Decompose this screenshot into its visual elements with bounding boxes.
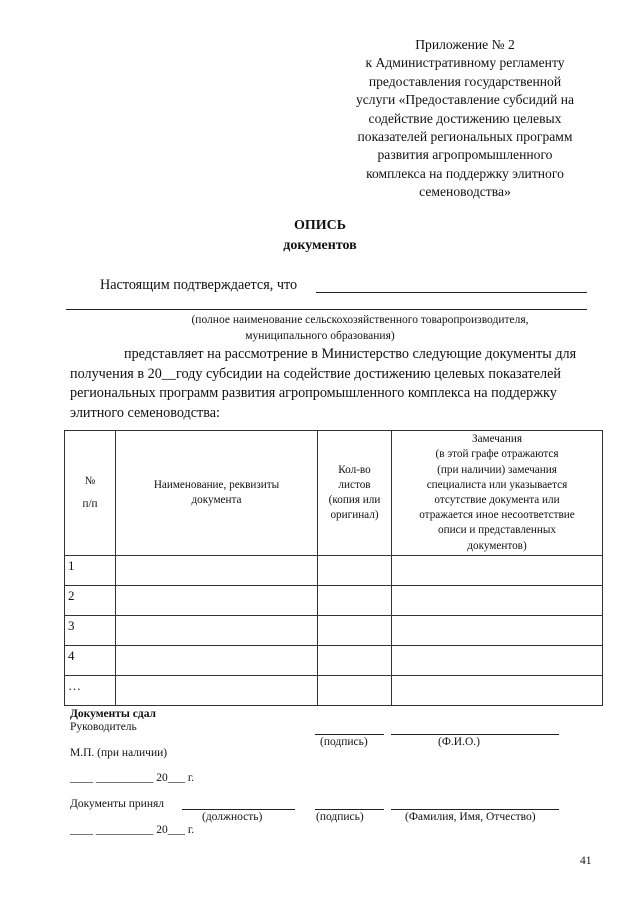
- header-num-line: №: [84, 474, 96, 487]
- cell-count: [318, 586, 392, 616]
- annex-line: услуги «Предоставление субсидий на: [355, 92, 575, 108]
- annex-header: [320, 36, 610, 202]
- header-name-line: документа: [191, 494, 242, 506]
- table-row: [65, 646, 603, 676]
- header-count-line: Кол-во: [338, 463, 371, 476]
- table-row: [65, 556, 603, 586]
- header-name: [116, 431, 318, 556]
- header-remarks-line: (при наличии) замечания: [437, 463, 557, 476]
- body-line: элитного семеноводства:: [70, 404, 220, 421]
- header-count-line: (копия или: [328, 494, 381, 506]
- annex-line: развития агропромышленного: [377, 147, 553, 163]
- body-paragraph: [70, 345, 600, 423]
- annex-line: комплекса на поддержку элитного: [366, 165, 564, 181]
- row-number: 1: [65, 556, 116, 586]
- sign-caption-2: (подпись): [316, 811, 364, 823]
- header-num: [65, 431, 116, 556]
- header-num-line: п/п: [82, 498, 98, 510]
- entity-note-1: (полное наименование сельскохозяйственного товаропроизводителя,: [191, 314, 529, 326]
- annex-line: содействие достижению целевых: [368, 110, 562, 126]
- header-remarks-line: (в этой графе отражаются: [435, 448, 559, 461]
- fio-line: [391, 734, 559, 735]
- row-number: 3: [65, 616, 116, 646]
- fullname-caption: (Фамилия, Имя, Отчество): [405, 811, 536, 823]
- signature-line: [315, 734, 384, 735]
- signature-line-2: [315, 809, 384, 810]
- cell-name: [116, 616, 318, 646]
- body-line: представляет на рассмотрение в Министерство следующие документы для: [124, 346, 577, 362]
- entity-name-blank-2: [66, 309, 587, 310]
- header-remarks-line: Замечания: [471, 433, 523, 446]
- received-label: Документы принял: [70, 798, 165, 810]
- handed-title: Документы сдал: [70, 708, 157, 720]
- documents-table: [64, 430, 603, 706]
- fullname-line: [391, 809, 559, 810]
- page-number: 41: [580, 855, 592, 867]
- annex-line: семеноводства»: [419, 184, 511, 200]
- date-line-2: ____ __________ 20___ г.: [70, 824, 195, 836]
- cell-name: [116, 556, 318, 586]
- table-row: [65, 586, 603, 616]
- cell-count: [318, 616, 392, 646]
- position-line: [182, 809, 295, 810]
- entity-note-2: муниципального образования): [245, 330, 395, 342]
- cell-name: [116, 676, 318, 706]
- cell-remarks: [392, 556, 603, 586]
- header-remarks: [392, 431, 603, 556]
- entity-name-blank: [316, 292, 587, 293]
- body-line: получения в 20__году субсидии на содействие достижению целевых показателей: [70, 365, 562, 382]
- confirm-text: Настоящим подтверждается, что: [100, 277, 298, 293]
- date-line-1: ____ __________ 20___ г.: [70, 772, 195, 784]
- fio-caption: (Ф.И.О.): [438, 736, 480, 748]
- sign-caption: (подпись): [320, 736, 368, 748]
- annex-line: Приложение № 2: [415, 37, 515, 52]
- cell-count: [318, 556, 392, 586]
- document-title: ОПИСЬ: [293, 218, 347, 233]
- head-label: Руководитель: [70, 721, 137, 733]
- annex-line: к Административному регламенту: [365, 55, 565, 71]
- row-number: 4: [65, 646, 116, 676]
- table-row: [65, 676, 603, 706]
- row-number: …: [65, 676, 116, 706]
- header-remarks-line: отражается иное несоответствие: [419, 509, 575, 522]
- header-remarks-line: документов): [467, 539, 527, 552]
- annex-line: показателей региональных программ: [357, 129, 573, 145]
- body-line: региональных программ развития агропромышленного комплекса на поддержку: [70, 385, 557, 402]
- cell-count: [318, 676, 392, 706]
- header-count-line: листов: [338, 478, 371, 491]
- header-remarks-line: описи и представленных: [438, 524, 556, 537]
- cell-remarks: [392, 586, 603, 616]
- table-header-row: [65, 431, 603, 556]
- header-count-line: оригинал): [330, 509, 379, 522]
- cell-count: [318, 646, 392, 676]
- document-subtitle: документов: [283, 238, 357, 253]
- cell-name: [116, 586, 318, 616]
- header-count: [318, 431, 392, 556]
- table-row: [65, 616, 603, 646]
- position-caption: (должность): [202, 811, 263, 823]
- cell-remarks: [392, 646, 603, 676]
- cell-remarks: [392, 616, 603, 646]
- annex-line: предоставления государственной: [368, 73, 562, 89]
- row-number: 2: [65, 586, 116, 616]
- header-name-line: Наименование, реквизиты: [153, 478, 280, 491]
- header-remarks-line: отсутствие документа или: [434, 494, 560, 506]
- stamp-label: М.П. (при наличии): [70, 747, 168, 759]
- cell-remarks: [392, 676, 603, 706]
- cell-name: [116, 646, 318, 676]
- header-remarks-line: специалиста или указывается: [426, 478, 568, 491]
